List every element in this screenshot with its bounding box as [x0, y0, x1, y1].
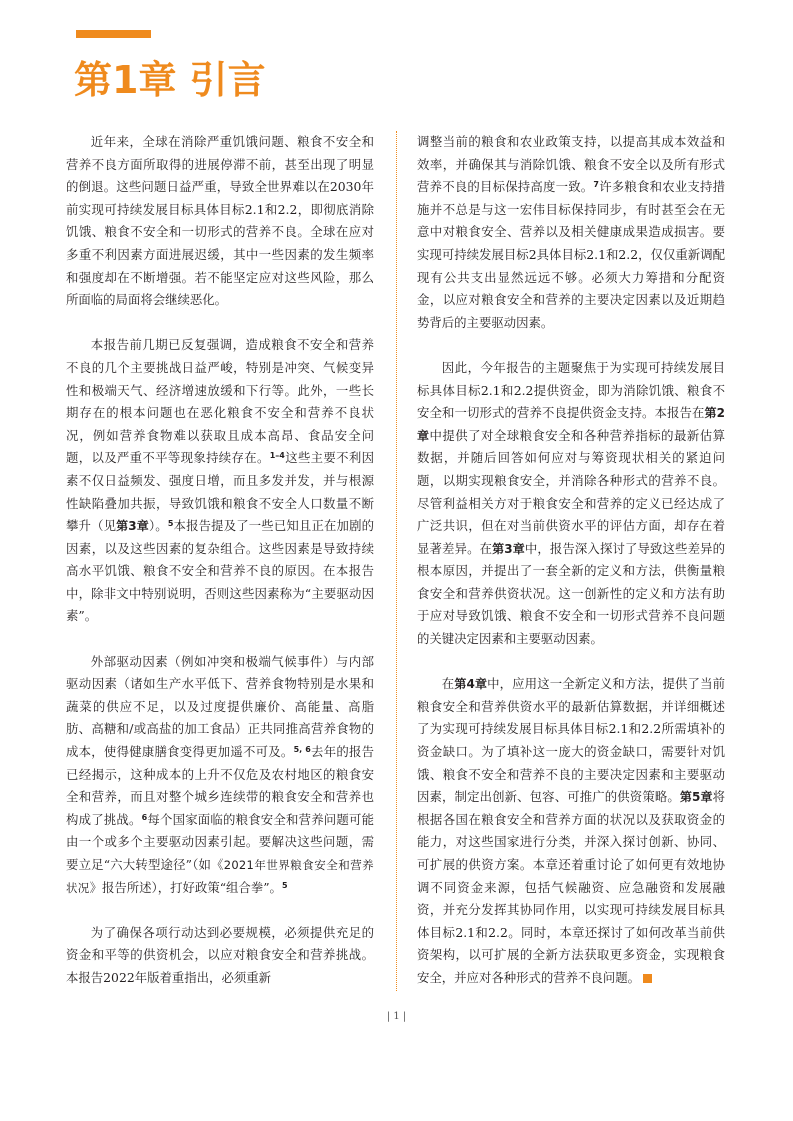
text-span: 调整当前的粮食和农业政策支持，以提高其成本效益和效率，并确保其与消除饥饿、粮食不安全以及所有形式营养不良的目标保持高度一致。	[417, 134, 725, 195]
page-number: | 1 |	[386, 1011, 407, 1022]
footnote-ref: 5, 6	[293, 745, 311, 755]
text-span: 中，报告深入探讨了导致这些差异的根本原因，并提出了一套全新的定义和方法，供衡量粮食安全和营养供资状况。这一创新性的定义和方法有助于应对导致饥饿、粮食不安全和一切形式营养不良问题的关键决定因素和主要驱动因素。	[417, 540, 725, 647]
chapter-ref-link[interactable]: 第2章	[417, 406, 725, 443]
paragraph-intro: 近年来，全球在消除严重饥饿问题、粮食不安全和营养不良方面所取得的进展停滞不前，甚至出现了明显的倒退。这些问题日益严重，导致全世界难以在2030年前实现可持续发展目标具体目标2.1和2.2，即彻底消除饥饿、粮食不安全和一切形式的营养不良。全球在应对多重不利因素方面进展迟缓，其中一些因素的发生频率和强度却在不断增强。若不能坚定应对这些风险，那么所面临的局面将会继续恶化。	[66, 134, 374, 308]
chapter-ref-link[interactable]: 第3章	[492, 541, 525, 556]
text-span: 因此，今年报告的主题聚焦于为实现可持续发展目标具体目标2.1和2.2提供资金，即为消除饥饿、粮食不安全和一切形式的营养不良提供资金支持。本报告在	[417, 359, 725, 421]
report-title: 2021年世界粮食安全和营养状况	[66, 858, 374, 895]
paragraph-chapters-overview	[417, 673, 725, 989]
footnote-ref: 5	[167, 519, 174, 529]
text-span: 中提供了对全球粮食安全和各种营养指标的最新估算数据，并随后回答如何应对与筹资现状相关的紧迫问题，以期实现粮食安全，并消除各种形式的营养不良。尽管利益相关方对于粮食安全和营养的定义已经达成了广泛共识，但在对当前供资水平的评估方面，却存在着显著差异。在	[417, 427, 725, 556]
chapter-ref-link[interactable]: 第5章	[679, 790, 713, 805]
text-span: 中，应用这一全新定义和方法，提供了当前粮食安全和营养供资水平的最新估算数据，并详细概述了为实现可持续发展目标具体目标2.1和2.2所需填补的资金缺口。为了填补这一庞大的资金缺口，需要针对饥饿、粮食不安全和营养不良的主要决定因素和主要驱动因素，制定出创新、包容、可推广的供资策略。	[417, 676, 725, 805]
text-span: 许多粮食和农业支持措施并不总是与这一宏伟目标保持同步，有时甚至会在无意中对粮食安全、营养以及相关健康成果造成损害。要实现可持续发展目标2具体目标2.1和2.2，仅仅重新调配现有公共支出显然远远不够。必须大力筹措和分配资金，以应对粮食安全和营养的主要决定因素以及近期趋势背后的主要驱动因素。	[417, 179, 726, 330]
footnote-ref: 7	[593, 180, 599, 190]
chapter-ref-link[interactable]: 第3章	[116, 519, 149, 534]
chapter-ref-link[interactable]: 第4章	[454, 677, 488, 692]
text-span: ）。	[148, 518, 168, 534]
paragraph-drivers	[66, 651, 374, 900]
footnote-ref: 6	[141, 812, 148, 822]
footnote-ref: 1–4	[269, 451, 285, 461]
text-span: 将根据各国在粮食安全和营养方面的状况以及获取资金的能力，对这些国家进行分类，并深入探讨创新、协同、可扩展的供资方案。本章还着重讨论了如何更有效地协调不同资金来源，包括气候融资、应急融资和发展融资，并充分发挥其协同作用，以实现可持续发展目标具体目标2.1和2.2。同时，本章还探讨了如何改革当前供资架构，以可扩展的全新方法获取更多资金，实现粮食安全，并应对各种形式的营养不良问题。	[417, 789, 725, 985]
text-span: 每个国家面临的粮食安全和营养问题可能由一个或多个主要驱动因素引起。要解决这些问题，需要立足“六大转型途径”（如《	[66, 811, 375, 872]
header-accent-bar	[76, 30, 151, 38]
text-span: 本报告提及了一些已知且正在加剧的因素，以及这些因素的复杂组合。这些因素是导致持续高水平饥饿、粮食不安全和营养不良的原因。在本报告中，除非文中特别说明，否则这些因素称为“主要驱动因素”。	[66, 518, 374, 624]
chapter-title: 第1章 引言	[74, 58, 266, 102]
end-of-section-mark	[643, 974, 652, 983]
paragraph-challenges	[66, 334, 374, 628]
footnote-ref: 5	[281, 880, 288, 890]
column-divider	[396, 131, 397, 991]
left-column	[66, 131, 374, 1012]
text-span: 这些主要不利因素不仅日益频发、强度日增，而且多发并发，并与根源性缺陷叠加共振，导致饥饿和粮食不安全人口数量不断攀升（见	[66, 450, 375, 534]
text-span: 》报告所述），打好政策“组合拳”。	[89, 879, 282, 895]
text-span: 在	[441, 676, 455, 692]
paragraph-financing: 为了确保各项行动达到必要规模，必须提供充足的资金和平等的供资机会，以应对粮食安全和营养挑战。本报告2022年版着重指出，必须重新	[66, 924, 374, 985]
text-span: 去年的报告已经揭示，这种成本的上升不仅危及农村地区的粮食安全和营养，而且对整个城乡连续带的粮食安全和营养也构成了挑战。	[66, 744, 375, 827]
text-span: 外部驱动因素（例如冲突和极端气候事件）与内部驱动因素（诸如生产水平低下、营养食物特别是水果和蔬菜的供应不足，以及过度提供廉价、高能量、高脂肪、高糖和/或高盐的加工食品）正共同推高营养食物的成本，使得健康膳食变得更加遥不可及。	[66, 653, 374, 760]
right-column	[417, 131, 725, 1012]
paragraph-theme	[417, 357, 725, 651]
text-span: 本报告前几期已反复强调，造成粮食不安全和营养不良的几个主要挑战日益严峻，特别是冲突、气候变异性和极端天气、经济增速放缓和下行等。此外，一些长期存在的根本问题也在恶化粮食不安全和营养不良状况，例如营养食物难以获取且成本高昂、食品安全问题，以及严重不平等现象持续存在。	[66, 337, 374, 466]
paragraph-policy-continued	[417, 131, 725, 334]
